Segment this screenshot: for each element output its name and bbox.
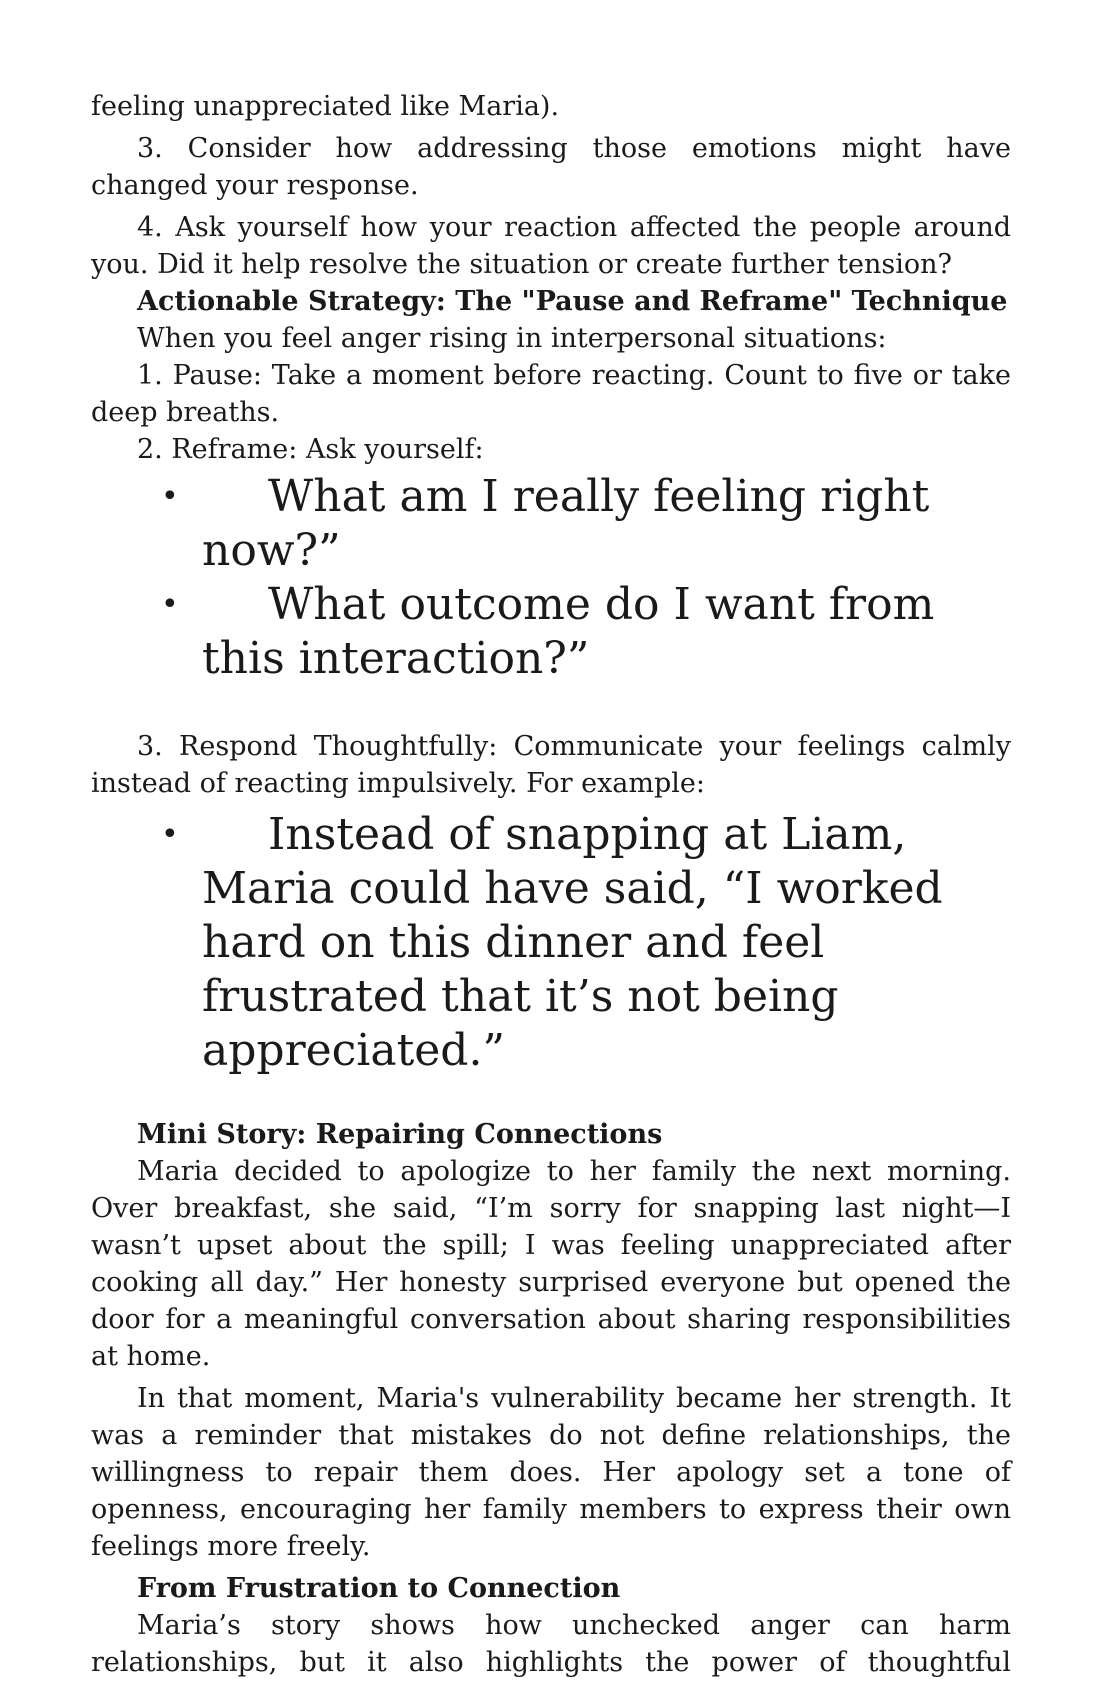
list-item (91, 808, 1011, 1078)
strategy-step-reframe: 2. Reframe: Ask yourself: (137, 434, 484, 465)
section-heading-mini-story: Mini Story: Repairing Connections (137, 1119, 663, 1150)
example-list (91, 808, 1011, 1078)
strategy-step-respond: 3. Respond Thoughtfully: Communicate your feelings calmly instead of reacting impulsively. For example: (91, 731, 1011, 799)
bullet-icon: • (161, 479, 179, 514)
list-item-text: Instead of snapping at Liam, Maria could have said, “I worked hard on this dinner and feel frustrated that it’s not being appreciated.” (202, 809, 943, 1076)
section-heading-connection: From Frustration to Connection (137, 1573, 621, 1604)
mini-story-paragraph-1: Maria decided to apologize to her family the next morning. Over breakfast, she said, “I’m sorry for snapping last night—I wasn’t upset about the spill; I was feeling unappreciated after cooking all day.” Her honesty surprised everyone but opened the door for a meaningful conversation about sharing responsibilities at home. (91, 1156, 1011, 1372)
strategy-step-pause: 1. Pause: Take a moment before reacting. Count to five or take deep breaths. (91, 360, 1011, 428)
bullet-icon: • (161, 817, 179, 852)
paragraph-continuation: feeling unappreciated like Maria). (91, 91, 560, 122)
document-page (91, 88, 1011, 1681)
strategy-intro: When you feel anger rising in interpersonal situations: (137, 323, 887, 354)
reflection-step-4: 4. Ask yourself how your reaction affected the people around you. Did it help resolve the situation or create further tension? (91, 212, 1011, 280)
list-item (91, 578, 1011, 686)
section-heading-strategy: Actionable Strategy: The "Pause and Reframe" Technique (137, 286, 1008, 317)
list-item (91, 470, 1011, 578)
reframe-questions-list (91, 470, 1011, 686)
list-item-text: What am I really feeling right now?” (202, 471, 930, 576)
mini-story-paragraph-2: In that moment, Maria's vulnerability became her strength. It was a reminder that mistakes do not define relationships, the willingness to repair them does. Her apology set a tone of openness, encouraging her family members to express their own feelings more freely. (91, 1383, 1011, 1562)
list-item-text: What outcome do I want from this interaction?” (202, 579, 935, 684)
connection-paragraph: Maria’s story shows how unchecked anger can harm relationships, but it also highlights the power of thoughtful (91, 1610, 1011, 1678)
reflection-step-3: 3. Consider how addressing those emotions might have changed your response. (91, 133, 1011, 201)
bullet-icon: • (161, 587, 179, 622)
